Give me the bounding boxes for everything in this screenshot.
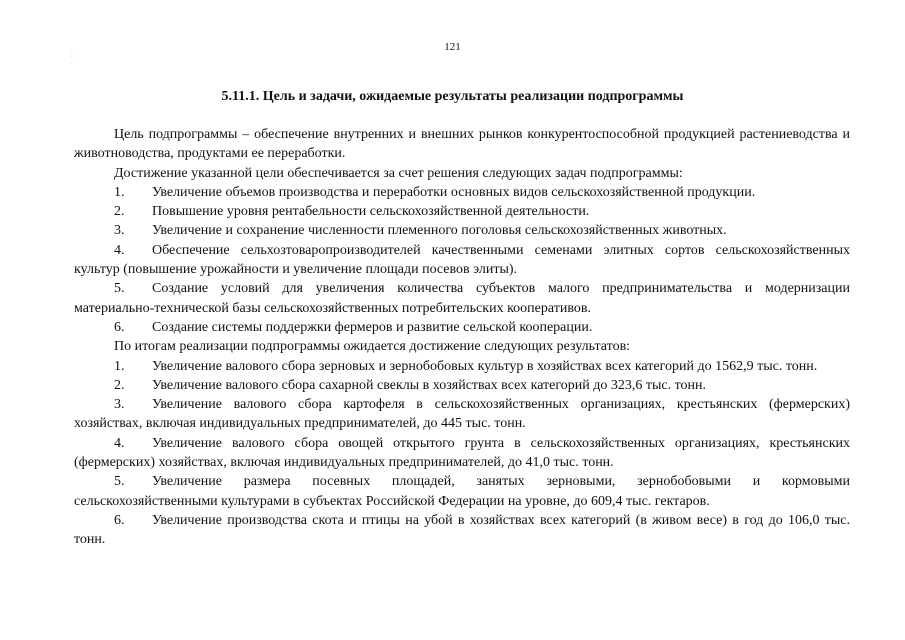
task-item: [74, 241, 850, 280]
task-number: 3.: [114, 223, 125, 239]
result-number: 2.: [114, 377, 125, 393]
task-item: [74, 202, 850, 221]
result-item: [74, 511, 850, 550]
task-item: [74, 279, 850, 318]
results-list: [74, 357, 850, 550]
task-text: Повышение уровня рентабельности сельскохозяйственной деятельности.: [152, 204, 590, 220]
result-item: [74, 434, 850, 473]
task-text: Обеспечение сельхозтоваропроизводителей качественными семенами элитных сортов сельскохозяйственных культур (повышение урожайности и увеличение площади посевов элиты).: [74, 242, 850, 278]
result-text: Увеличение размера посевных площадей, занятых зерновыми, зернобобовыми и кормовыми сельскохозяйственными культурами в субъектах Российской Федерации на уровне, до 609,4 тыс. гектаров.: [74, 474, 850, 509]
result-number: 5.: [114, 474, 125, 490]
result-text: Увеличение валового сбора овощей открытого грунта в сельскохозяйственных организациях, крестьянских (фермерских) хозяйствах, включая индивидуальных предпринимателей, до 41,0 тыс. тонн.: [74, 435, 850, 471]
document-body: [74, 125, 850, 550]
result-text: Увеличение валового сбора картофеля в сельскохозяйственных организациях, крестьянских (фермерских) хозяйствах, включая индивидуальных предпринимателей, до 445 тыс. тонн.: [74, 397, 850, 432]
task-number: 5.: [114, 281, 125, 297]
task-item: [74, 318, 850, 337]
task-number: 2.: [114, 204, 125, 220]
results-intro: По итогам реализации подпрограммы ожидается достижение следующих результатов:: [114, 339, 631, 355]
goal-paragraph: Цель подпрограммы – обеспечение внутренних и внешних рынков конкурентоспособной продукцией растениеводства и животноводства, продуктами ее переработки.: [74, 127, 850, 162]
result-item: [74, 472, 850, 511]
margin-marks: · : ·: [71, 46, 73, 66]
result-item: [74, 395, 850, 434]
tasks-intro: Достижение указанной цели обеспечивается за счет решения следующих задач подпрограммы:: [114, 165, 683, 181]
task-item: [74, 221, 850, 240]
result-text: Увеличение производства скота и птицы на убой в хозяйствах всех категорий (в живом весе) в год до 106,0 тыс. тонн.: [74, 512, 850, 548]
task-number: 4.: [114, 242, 125, 258]
result-number: 6.: [114, 512, 125, 528]
task-text: Увеличение и сохранение численности племенного поголовья сельскохозяйственных животных.: [152, 223, 727, 239]
result-item: [74, 376, 850, 395]
result-item: [74, 357, 850, 376]
task-text: Создание системы поддержки фермеров и развитие сельской кооперации.: [152, 319, 593, 335]
task-number: 6.: [114, 319, 125, 335]
page-number: 121: [444, 41, 461, 53]
result-number: 1.: [114, 358, 125, 374]
result-number: 4.: [114, 435, 125, 451]
result-number: 3.: [114, 397, 125, 413]
task-number: 1.: [114, 184, 125, 200]
tasks-list: [74, 183, 850, 337]
section-title: 5.11.1. Цель и задачи, ожидаемые результаты реализации подпрограммы: [221, 89, 684, 104]
task-text: Увеличение объемов производства и переработки основных видов сельскохозяйственной продукции.: [152, 184, 756, 200]
result-text: Увеличение валового сбора зерновых и зернобобовых культур в хозяйствах всех категорий до 1562,9 тыс. тонн.: [152, 358, 818, 374]
task-item: [74, 183, 850, 202]
task-text: Создание условий для увеличения количества субъектов малого предпринимательства и модернизации материально-технической базы сельскохозяйственных потребительских кооперативов.: [74, 281, 850, 316]
result-text: Увеличение валового сбора сахарной свеклы в хозяйствах всех категорий до 323,6 тыс. тонн.: [152, 377, 707, 393]
